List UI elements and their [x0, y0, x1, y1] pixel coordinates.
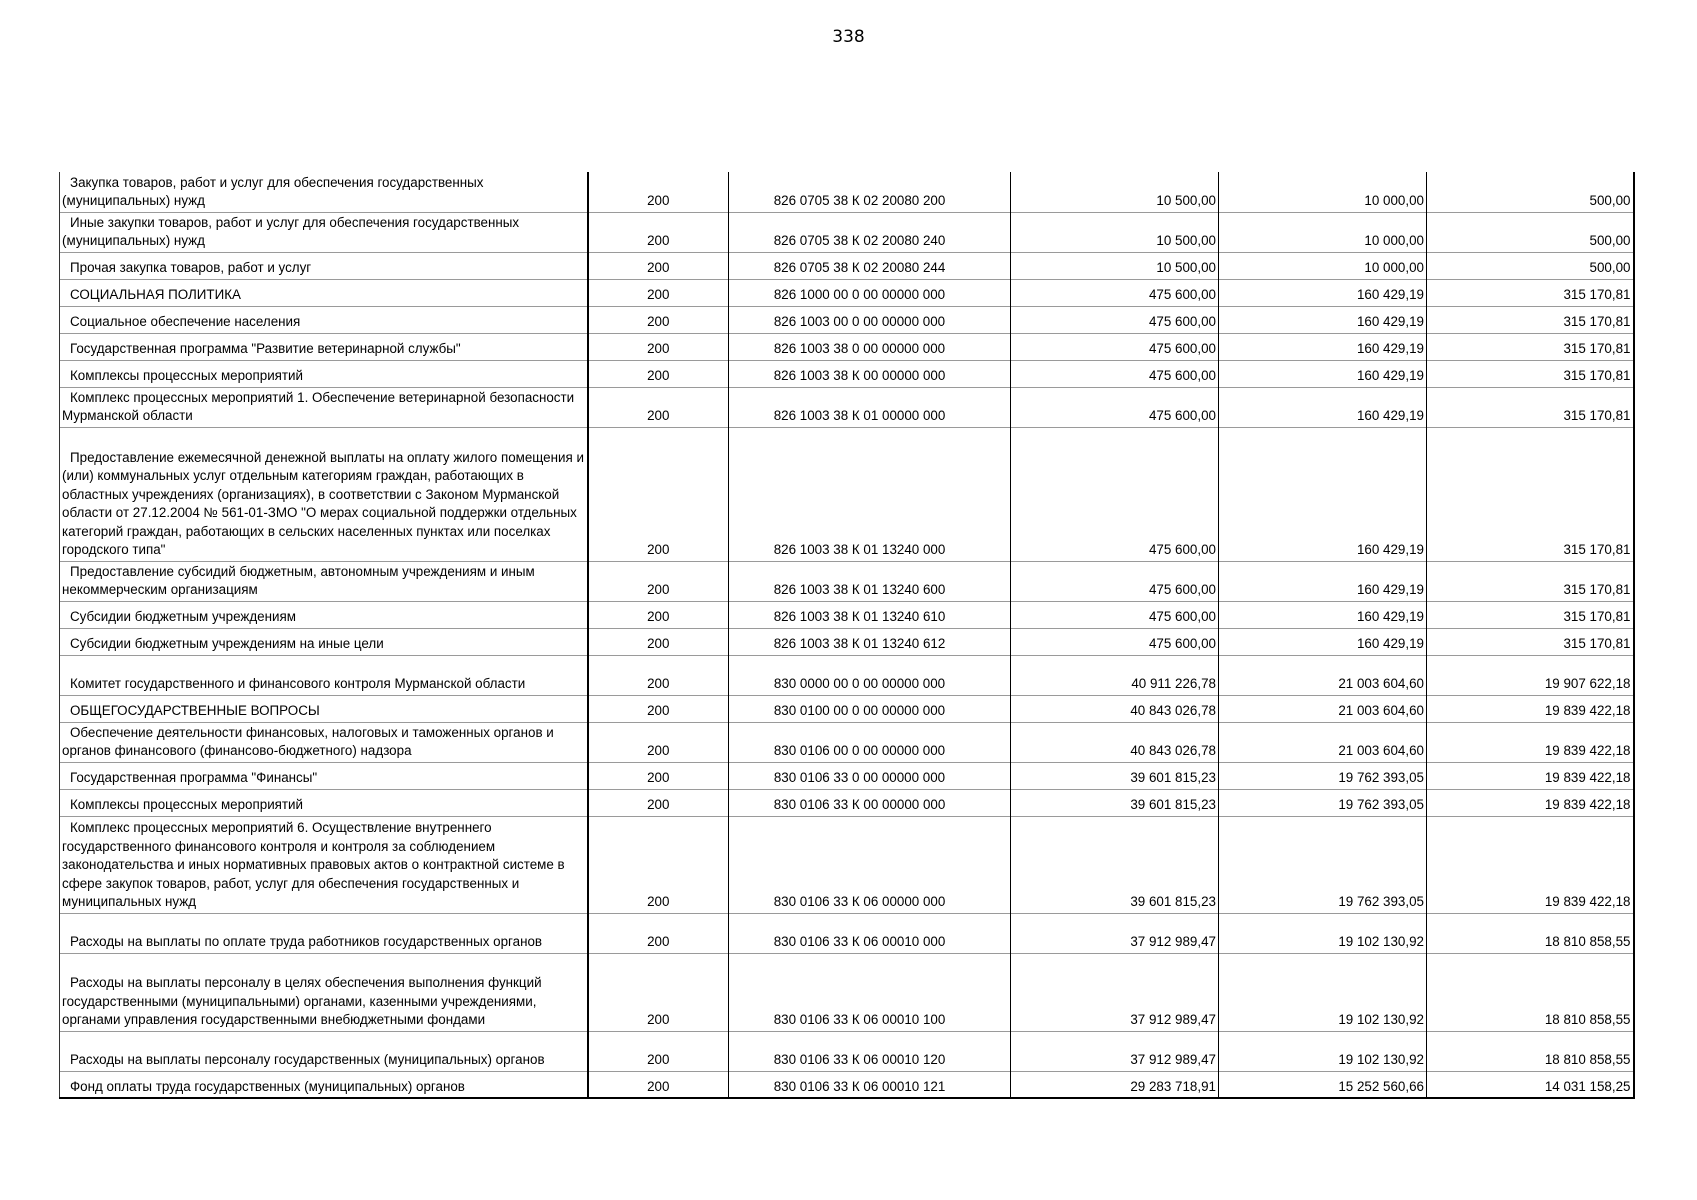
row-executed-amount: 160 429,19: [1219, 306, 1427, 333]
row-unexecuted-amount: 315 170,81: [1427, 306, 1634, 333]
row-line-code: 200: [588, 252, 729, 279]
table-body: [60, 172, 1634, 1098]
row-unexecuted-amount: 315 170,81: [1427, 601, 1634, 628]
row-executed-amount: 19 762 393,05: [1219, 816, 1427, 913]
row-executed-amount: 21 003 604,60: [1219, 655, 1427, 695]
table-row: [60, 427, 1634, 561]
table-row: [60, 953, 1634, 1031]
table-row: [60, 762, 1634, 789]
row-executed-amount: 19 102 130,92: [1219, 913, 1427, 953]
row-budget-classification-code: 830 0106 00 0 00 00000 000: [729, 722, 1011, 762]
table-row: [60, 789, 1634, 816]
row-name: Иные закупки товаров, работ и услуг для обеспечения государственных (муниципальных) нужд: [60, 212, 588, 252]
table-row: [60, 252, 1634, 279]
row-approved-amount: 475 600,00: [1011, 387, 1219, 427]
row-unexecuted-amount: 19 839 422,18: [1427, 695, 1634, 722]
row-name: Комплекс процессных мероприятий 1. Обеспечение ветеринарной безопасности Мурманской области: [60, 387, 588, 427]
row-line-code: 200: [588, 212, 729, 252]
row-budget-classification-code: 830 0106 33 К 06 00000 000: [729, 816, 1011, 913]
row-approved-amount: 40 843 026,78: [1011, 722, 1219, 762]
table-row: [60, 279, 1634, 306]
row-name: Государственная программа "Финансы": [60, 762, 588, 789]
row-name: Субсидии бюджетным учреждениям на иные цели: [60, 628, 588, 655]
row-unexecuted-amount: 19 839 422,18: [1427, 816, 1634, 913]
row-approved-amount: 475 600,00: [1011, 306, 1219, 333]
row-approved-amount: 10 500,00: [1011, 172, 1219, 212]
row-line-code: 200: [588, 172, 729, 212]
row-executed-amount: 21 003 604,60: [1219, 695, 1427, 722]
row-budget-classification-code: 826 1003 38 К 01 13240 610: [729, 601, 1011, 628]
row-line-code: 200: [588, 360, 729, 387]
row-name: Прочая закупка товаров, работ и услуг: [60, 252, 588, 279]
row-unexecuted-amount: 315 170,81: [1427, 427, 1634, 561]
row-executed-amount: 160 429,19: [1219, 333, 1427, 360]
row-executed-amount: 19 102 130,92: [1219, 1031, 1427, 1071]
row-unexecuted-amount: 315 170,81: [1427, 360, 1634, 387]
row-name: Государственная программа "Развитие ветеринарной службы": [60, 333, 588, 360]
row-budget-classification-code: 826 1003 38 К 01 00000 000: [729, 387, 1011, 427]
row-executed-amount: 160 429,19: [1219, 561, 1427, 601]
row-budget-classification-code: 826 1003 38 К 00 00000 000: [729, 360, 1011, 387]
row-budget-classification-code: 830 0106 33 0 00 00000 000: [729, 762, 1011, 789]
row-line-code: 200: [588, 762, 729, 789]
row-approved-amount: 29 283 718,91: [1011, 1071, 1219, 1098]
row-budget-classification-code: 830 0106 33 К 06 00010 000: [729, 913, 1011, 953]
row-unexecuted-amount: 500,00: [1427, 172, 1634, 212]
row-line-code: 200: [588, 387, 729, 427]
row-name: Предоставление ежемесячной денежной выплаты на оплату жилого помещения и (или) коммунальных услуг отдельным категориям граждан, работающих в областных учреждениях (организациях), в соответствии с Законом Мурманской области от 27.12.2004 № 561-01-ЗМО "О мерах социальной поддержки отдельных категорий граждан, работающих в сельских населенных пунктах или поселках городского типа": [60, 427, 588, 561]
table-row: [60, 695, 1634, 722]
row-name: Фонд оплаты труда государственных (муниципальных) органов: [60, 1071, 588, 1098]
row-unexecuted-amount: 19 839 422,18: [1427, 789, 1634, 816]
row-line-code: 200: [588, 722, 729, 762]
row-executed-amount: 21 003 604,60: [1219, 722, 1427, 762]
row-approved-amount: 37 912 989,47: [1011, 913, 1219, 953]
row-executed-amount: 19 762 393,05: [1219, 789, 1427, 816]
row-budget-classification-code: 826 0705 38 К 02 20080 200: [729, 172, 1011, 212]
row-budget-classification-code: 830 0106 33 К 06 00010 120: [729, 1031, 1011, 1071]
row-unexecuted-amount: 315 170,81: [1427, 561, 1634, 601]
row-executed-amount: 160 429,19: [1219, 601, 1427, 628]
budget-execution-table: [59, 172, 1635, 1099]
row-approved-amount: 475 600,00: [1011, 279, 1219, 306]
row-line-code: 200: [588, 913, 729, 953]
row-approved-amount: 39 601 815,23: [1011, 762, 1219, 789]
row-line-code: 200: [588, 561, 729, 601]
row-unexecuted-amount: 315 170,81: [1427, 279, 1634, 306]
table-row: [60, 1031, 1634, 1071]
row-approved-amount: 475 600,00: [1011, 628, 1219, 655]
row-approved-amount: 37 912 989,47: [1011, 1031, 1219, 1071]
table-row: [60, 1071, 1634, 1098]
row-name: ОБЩЕГОСУДАРСТВЕННЫЕ ВОПРОСЫ: [60, 695, 588, 722]
row-name: Комплексы процессных мероприятий: [60, 789, 588, 816]
row-executed-amount: 160 429,19: [1219, 387, 1427, 427]
row-line-code: 200: [588, 601, 729, 628]
row-line-code: 200: [588, 1031, 729, 1071]
row-unexecuted-amount: 19 839 422,18: [1427, 722, 1634, 762]
table-row: [60, 722, 1634, 762]
row-name: Комплексы процессных мероприятий: [60, 360, 588, 387]
row-name: Субсидии бюджетным учреждениям: [60, 601, 588, 628]
table-row: [60, 628, 1634, 655]
row-budget-classification-code: 826 0705 38 К 02 20080 244: [729, 252, 1011, 279]
row-executed-amount: 160 429,19: [1219, 279, 1427, 306]
row-budget-classification-code: 830 0100 00 0 00 00000 000: [729, 695, 1011, 722]
table-row: [60, 561, 1634, 601]
row-budget-classification-code: 830 0106 33 К 00 00000 000: [729, 789, 1011, 816]
table-row: [60, 387, 1634, 427]
row-name: СОЦИАЛЬНАЯ ПОЛИТИКА: [60, 279, 588, 306]
table-row: [60, 212, 1634, 252]
row-unexecuted-amount: 315 170,81: [1427, 628, 1634, 655]
row-line-code: 200: [588, 655, 729, 695]
row-budget-classification-code: 830 0106 33 К 06 00010 121: [729, 1071, 1011, 1098]
row-budget-classification-code: 826 0705 38 К 02 20080 240: [729, 212, 1011, 252]
row-budget-classification-code: 830 0106 33 К 06 00010 100: [729, 953, 1011, 1031]
row-unexecuted-amount: 500,00: [1427, 212, 1634, 252]
row-name: Предоставление субсидий бюджетным, автономным учреждениям и иным некоммерческим организациям: [60, 561, 588, 601]
row-unexecuted-amount: 14 031 158,25: [1427, 1071, 1634, 1098]
table-row: [60, 172, 1634, 212]
row-approved-amount: 475 600,00: [1011, 561, 1219, 601]
row-name: Комитет государственного и финансового контроля Мурманской области: [60, 655, 588, 695]
row-name: Закупка товаров, работ и услуг для обеспечения государственных (муниципальных) нужд: [60, 172, 588, 212]
table-row: [60, 816, 1634, 913]
row-approved-amount: 10 500,00: [1011, 212, 1219, 252]
row-approved-amount: 37 912 989,47: [1011, 953, 1219, 1031]
row-unexecuted-amount: 19 907 622,18: [1427, 655, 1634, 695]
table-row: [60, 601, 1634, 628]
row-line-code: 200: [588, 1071, 729, 1098]
row-executed-amount: 160 429,19: [1219, 360, 1427, 387]
row-name: Обеспечение деятельности финансовых, налоговых и таможенных органов и органов финансового (финансово-бюджетного) надзора: [60, 722, 588, 762]
row-budget-classification-code: 830 0000 00 0 00 00000 000: [729, 655, 1011, 695]
row-approved-amount: 475 600,00: [1011, 601, 1219, 628]
table-row: [60, 333, 1634, 360]
row-executed-amount: 19 762 393,05: [1219, 762, 1427, 789]
row-executed-amount: 10 000,00: [1219, 212, 1427, 252]
row-approved-amount: 39 601 815,23: [1011, 816, 1219, 913]
table-row: [60, 913, 1634, 953]
row-unexecuted-amount: 18 810 858,55: [1427, 1031, 1634, 1071]
row-unexecuted-amount: 315 170,81: [1427, 387, 1634, 427]
row-executed-amount: 10 000,00: [1219, 252, 1427, 279]
row-budget-classification-code: 826 1000 00 0 00 00000 000: [729, 279, 1011, 306]
row-line-code: 200: [588, 306, 729, 333]
row-approved-amount: 39 601 815,23: [1011, 789, 1219, 816]
row-unexecuted-amount: 19 839 422,18: [1427, 762, 1634, 789]
page-number: 338: [832, 27, 865, 47]
row-line-code: 200: [588, 279, 729, 306]
row-name: Социальное обеспечение населения: [60, 306, 588, 333]
row-budget-classification-code: 826 1003 38 К 01 13240 600: [729, 561, 1011, 601]
row-approved-amount: 475 600,00: [1011, 333, 1219, 360]
row-name: Расходы на выплаты персоналу государственных (муниципальных) органов: [60, 1031, 588, 1071]
row-approved-amount: 475 600,00: [1011, 427, 1219, 561]
row-unexecuted-amount: 500,00: [1427, 252, 1634, 279]
row-name: Комплекс процессных мероприятий 6. Осуществление внутреннего государственного финансового контроля и контроля за соблюдением законодательства и иных нормативных правовых актов о контрактной системе в сфере закупок товаров, работ, услуг для обеспечения государственных и муниципальных нужд: [60, 816, 588, 913]
row-executed-amount: 160 429,19: [1219, 628, 1427, 655]
row-line-code: 200: [588, 628, 729, 655]
row-unexecuted-amount: 18 810 858,55: [1427, 913, 1634, 953]
row-approved-amount: 10 500,00: [1011, 252, 1219, 279]
row-line-code: 200: [588, 333, 729, 360]
row-approved-amount: 40 843 026,78: [1011, 695, 1219, 722]
row-budget-classification-code: 826 1003 38 0 00 00000 000: [729, 333, 1011, 360]
row-executed-amount: 160 429,19: [1219, 427, 1427, 561]
table-row: [60, 655, 1634, 695]
row-line-code: 200: [588, 789, 729, 816]
row-line-code: 200: [588, 695, 729, 722]
row-executed-amount: 15 252 560,66: [1219, 1071, 1427, 1098]
table-row: [60, 360, 1634, 387]
row-unexecuted-amount: 315 170,81: [1427, 333, 1634, 360]
row-budget-classification-code: 826 1003 00 0 00 00000 000: [729, 306, 1011, 333]
row-line-code: 200: [588, 816, 729, 913]
row-approved-amount: 475 600,00: [1011, 360, 1219, 387]
row-executed-amount: 19 102 130,92: [1219, 953, 1427, 1031]
row-budget-classification-code: 826 1003 38 К 01 13240 612: [729, 628, 1011, 655]
row-line-code: 200: [588, 427, 729, 561]
row-name: Расходы на выплаты по оплате труда работников государственных органов: [60, 913, 588, 953]
table-row: [60, 306, 1634, 333]
row-name: Расходы на выплаты персоналу в целях обеспечения выполнения функций государственными (муниципальными) органами, казенными учреждениями, органами управления государственными внебюджетными фондами: [60, 953, 588, 1031]
row-budget-classification-code: 826 1003 38 К 01 13240 000: [729, 427, 1011, 561]
row-executed-amount: 10 000,00: [1219, 172, 1427, 212]
row-line-code: 200: [588, 953, 729, 1031]
row-approved-amount: 40 911 226,78: [1011, 655, 1219, 695]
row-unexecuted-amount: 18 810 858,55: [1427, 953, 1634, 1031]
